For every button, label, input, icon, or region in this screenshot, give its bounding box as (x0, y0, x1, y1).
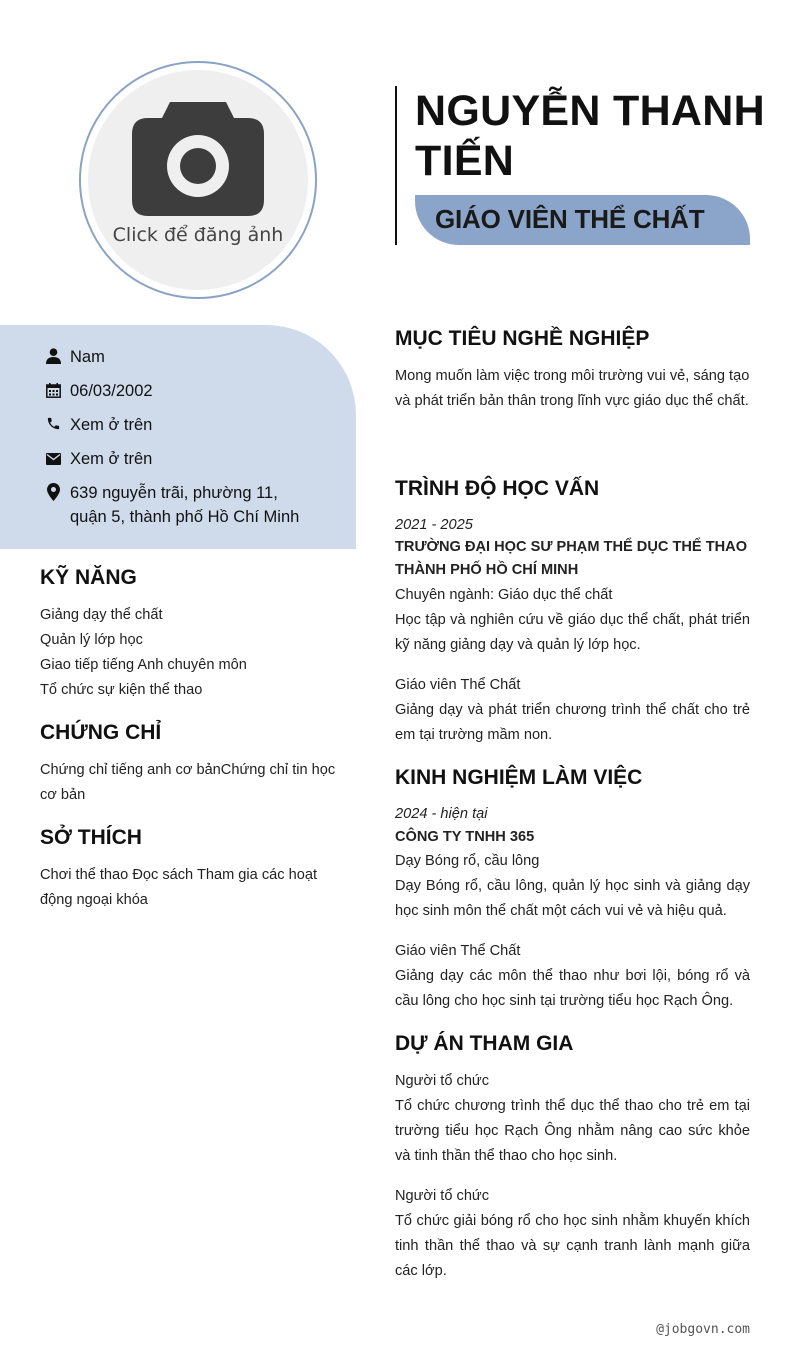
name-divider (395, 86, 397, 245)
calendar-icon (44, 381, 62, 399)
person-icon (44, 347, 62, 365)
email-icon (44, 450, 62, 468)
certificates-title: CHỨNG CHỈ (40, 721, 162, 744)
skill-item: Tổ chức sự kiện thể thao (40, 682, 203, 698)
gender-value: Nam (70, 348, 105, 366)
location-pin-icon (44, 483, 62, 501)
experience-desc: Dạy Bóng rổ, cầu lông, quản lý học sinh và giảng dạy học sinh môn thể chất một cách vui vẻ và hiệu quả. (395, 878, 750, 919)
experience-position: Dạy Bóng rổ, cầu lông (395, 853, 540, 869)
objective-title: MỤC TIÊU NGHỀ NGHIỆP (395, 327, 650, 350)
education-school: TRƯỜNG ĐẠI HỌC SƯ PHẠM THỂ DỤC THỂ THAO THÀNH PHỐ HỒ CHÍ MINH (395, 539, 748, 578)
hobbies-title: SỞ THÍCH (40, 826, 142, 849)
address-line-1: 639 nguyễn trãi, phường 11, (70, 484, 278, 502)
project-desc-1: Tổ chức chương trình thể dục thể thao cho trẻ em tại trường tiểu học Rạch Ông nhằm nâng cao sức khỏe và tinh thần thể thao cho học sinh. (395, 1098, 750, 1164)
role-title: GIÁO VIÊN THỂ CHẤT (435, 204, 705, 234)
experience-period: 2024 - hiện tại (395, 806, 488, 822)
watermark: @jobgovn.com (656, 1322, 750, 1337)
hobbies-line-1: Chơi thể thao Đọc sách Tham gia các hoạt (40, 867, 318, 883)
project-role-1: Người tổ chức (395, 1073, 489, 1089)
education-major: Chuyên ngành: Giáo dục thể chất (395, 587, 613, 603)
projects-title: DỰ ÁN THAM GIA (395, 1032, 574, 1055)
experience-role-2: Giáo viên Thể Chất (395, 943, 521, 959)
project-role-2: Người tổ chức (395, 1188, 489, 1204)
dob-value: 06/03/2002 (70, 382, 153, 400)
experience-desc-2: Giảng dạy các môn thể thao như bơi lội, bóng rổ và cầu lông cho học sinh tại trường tiểu học Rạch Ông. (395, 968, 750, 1009)
skills-title: KỸ NĂNG (40, 566, 137, 589)
experience-title: KINH NGHIỆM LÀM VIỆC (395, 766, 643, 789)
skill-item: Quản lý lớp học (40, 632, 143, 648)
email-value: Xem ở trên (70, 450, 153, 468)
hobbies-line-2: động ngoại khóa (40, 892, 148, 908)
phone-value: Xem ở trên (70, 416, 153, 434)
camera-icon[interactable] (132, 102, 264, 216)
avatar-upload-label[interactable]: Click để đăng ảnh (112, 224, 284, 246)
candidate-name: NGUYỄN THANH TIẾN (415, 87, 765, 185)
education-title: TRÌNH ĐỘ HỌC VẤN (395, 477, 600, 500)
objective-text: Mong muốn làm việc trong môi trường vui vẻ, sáng tạo và phát triển bản thân trong lĩnh vực giáo dục thể chất. (395, 368, 750, 409)
address-line-2: quận 5, thành phố Hồ Chí Minh (70, 508, 300, 526)
education-period: 2021 - 2025 (395, 517, 473, 533)
education-desc: Học tập và nghiên cứu về giáo dục thể chất, phát triển kỹ năng giảng dạy và quản lý lớp học. (395, 612, 750, 653)
project-desc-2: Tổ chức giải bóng rổ cho học sinh nhằm khuyến khích tinh thần thể thao và sự cạnh tranh lành mạnh giữa các lớp. (395, 1213, 750, 1279)
education-role-2: Giáo viên Thể Chất (395, 677, 521, 693)
certificates-line-2: cơ bản (40, 787, 86, 803)
skill-item: Giao tiếp tiếng Anh chuyên môn (40, 657, 247, 673)
education-desc-2: Giảng dạy và phát triển chương trình thể chất cho trẻ em tại trường mầm non. (395, 702, 750, 743)
certificates-line-1: Chứng chỉ tiếng anh cơ bảnChứng chỉ tin học (40, 762, 336, 778)
experience-company: CÔNG TY TNHH 365 (395, 829, 535, 845)
phone-icon (44, 414, 62, 432)
skill-item: Giảng dạy thể chất (40, 607, 163, 623)
